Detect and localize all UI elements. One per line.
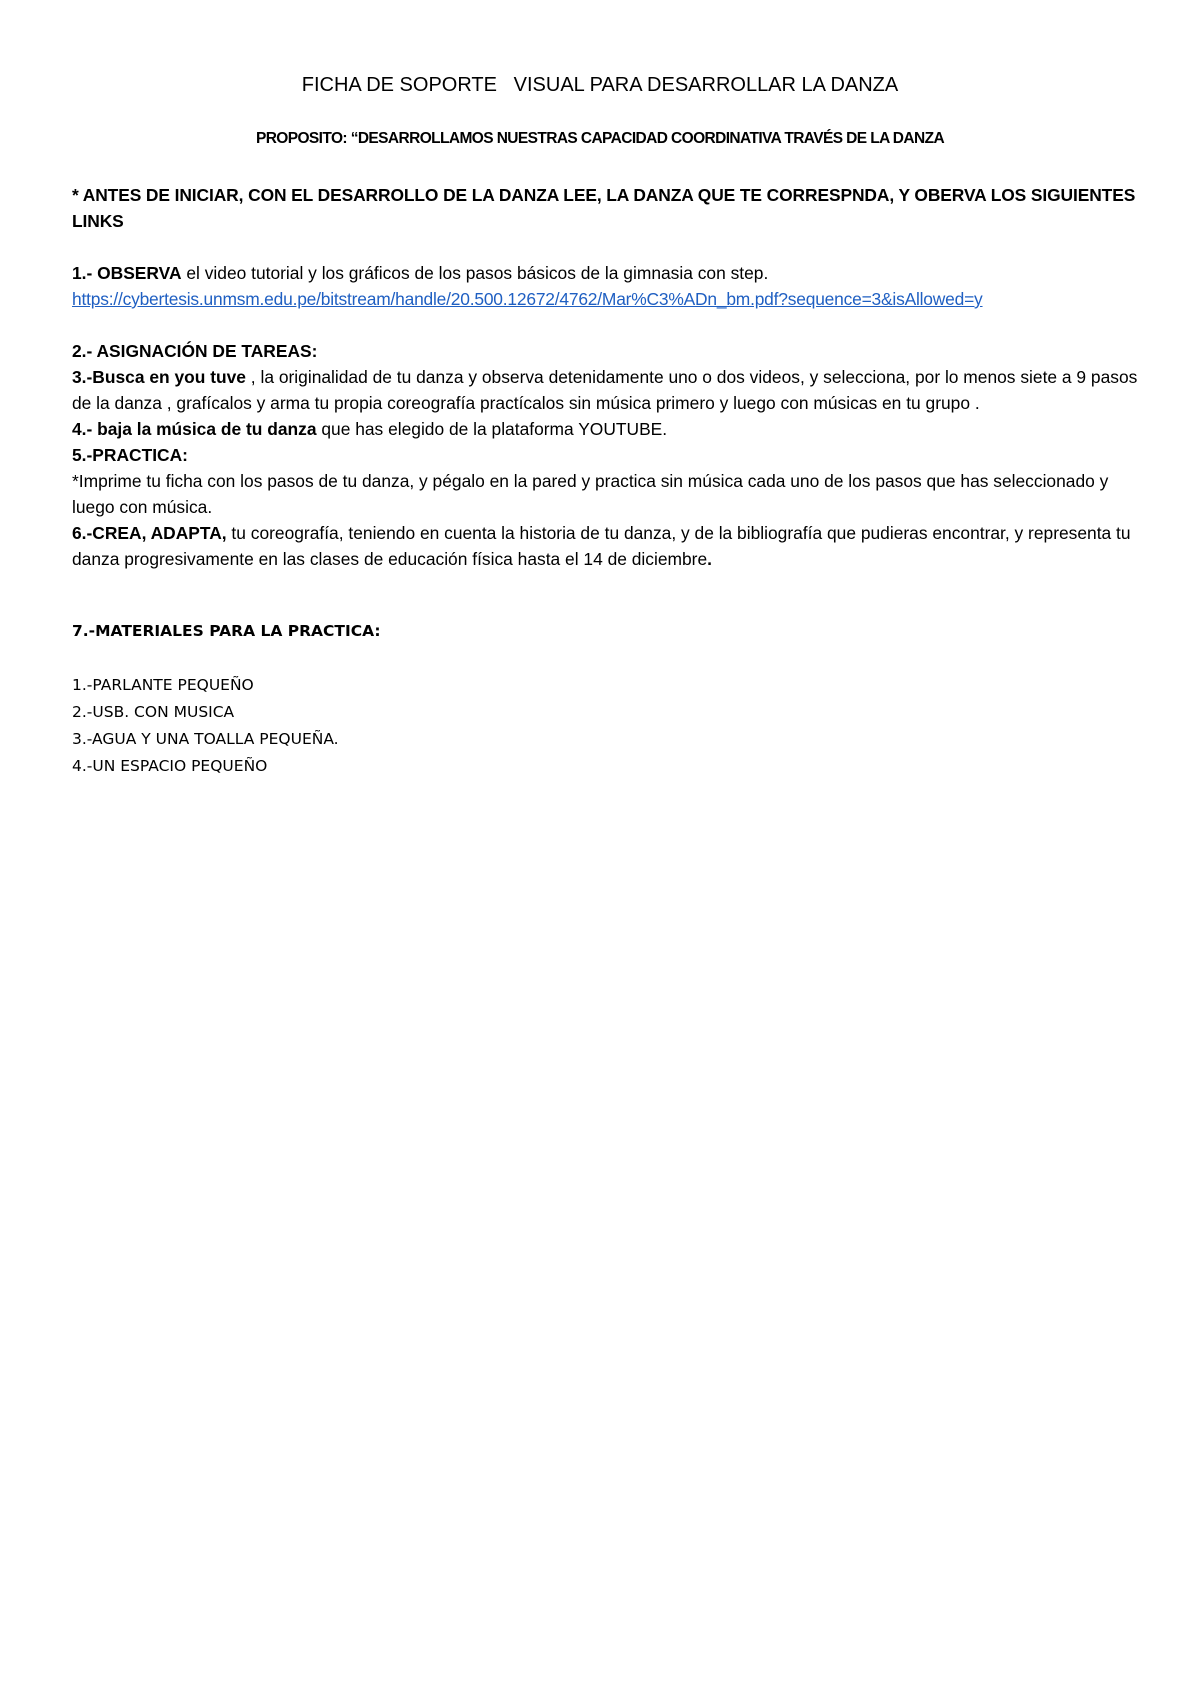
materials-list — [72, 672, 872, 780]
step-4 — [72, 416, 1142, 442]
step-1 — [72, 260, 1142, 286]
step-3-text: , la originalidad de tu danza y observa detenidamente uno o dos videos, y selecciona, por lo menos siete a 9 pasos de la danza , grafícalos y arma tu propia coreografía practícalos sin música primero y luego con músicas en tu grupo . — [72, 367, 1138, 413]
step-5-text: *Imprime tu ficha con los pasos de tu danza, y pégalo en la pared y practica sin música cada uno de los pasos que has seleccionado y luego con música. — [72, 471, 1109, 517]
step-6-end: . — [707, 549, 712, 569]
materials-heading: 7.-MATERIALES PARA LA PRACTICA: — [72, 622, 381, 640]
step-1-link-line — [72, 286, 1142, 312]
step-4-label: 4.- baja la música de tu danza — [72, 419, 317, 439]
step-3 — [72, 364, 1142, 416]
list-item: 1.-PARLANTE PEQUEÑO — [72, 676, 254, 694]
purpose-statement: PROPOSITO: “DESARROLLAMOS NUESTRAS CAPACIDAD COORDINATIVA TRAVÉS DE LA DANZA — [255, 130, 945, 147]
list-item: 4.-UN ESPACIO PEQUEÑO — [72, 757, 268, 775]
instructions-body — [72, 182, 1142, 572]
spacer — [72, 645, 872, 672]
step-4-text: que has elegido de la plataforma YOUTUBE. — [316, 419, 668, 439]
tutorial-link[interactable]: https://cybertesis.unmsm.edu.pe/bitstream/handle/20.500.12672/4762/Mar%C3%ADn_bm.pdf?sequence=3&isAllowed=y — [72, 289, 983, 309]
page-title: FICHA DE SOPORTE VISUAL PARA DESARROLLAR LA DANZA — [301, 74, 899, 96]
spacer — [72, 312, 1142, 338]
step-6-label: 6.-CREA, ADAPTA, — [72, 523, 227, 543]
materials-section — [72, 618, 872, 780]
step-1-text: el video tutorial y los gráficos de los pasos básicos de la gimnasia con step. — [181, 263, 769, 283]
step-6-text: tu coreografía, teniendo en cuenta la historia de tu danza, y de la bibliografía que pudieras encontrar, y representa tu danza progresivamente en las clases de educación física hasta el 14 de diciembre — [72, 523, 1131, 569]
step-6 — [72, 520, 1142, 572]
intro-instruction: * ANTES DE INICIAR, CON EL DESARROLLO DE LA DANZA LEE, LA DANZA QUE TE CORRESPNDA, Y OBERVA LOS SIGUIENTES LINKS — [72, 185, 1136, 231]
step-1-label: 1.- OBSERVA — [72, 263, 182, 283]
step-2-label: 2.- ASIGNACIÓN DE TAREAS: — [72, 341, 318, 361]
list-item: 2.-USB. CON MUSICA — [72, 703, 235, 721]
step-5-label: 5.-PRACTICA: — [72, 445, 188, 465]
step-3-label: 3.-Busca en you tuve — [72, 367, 246, 387]
list-item: 3.-AGUA Y UNA TOALLA PEQUEÑA. — [72, 730, 339, 748]
